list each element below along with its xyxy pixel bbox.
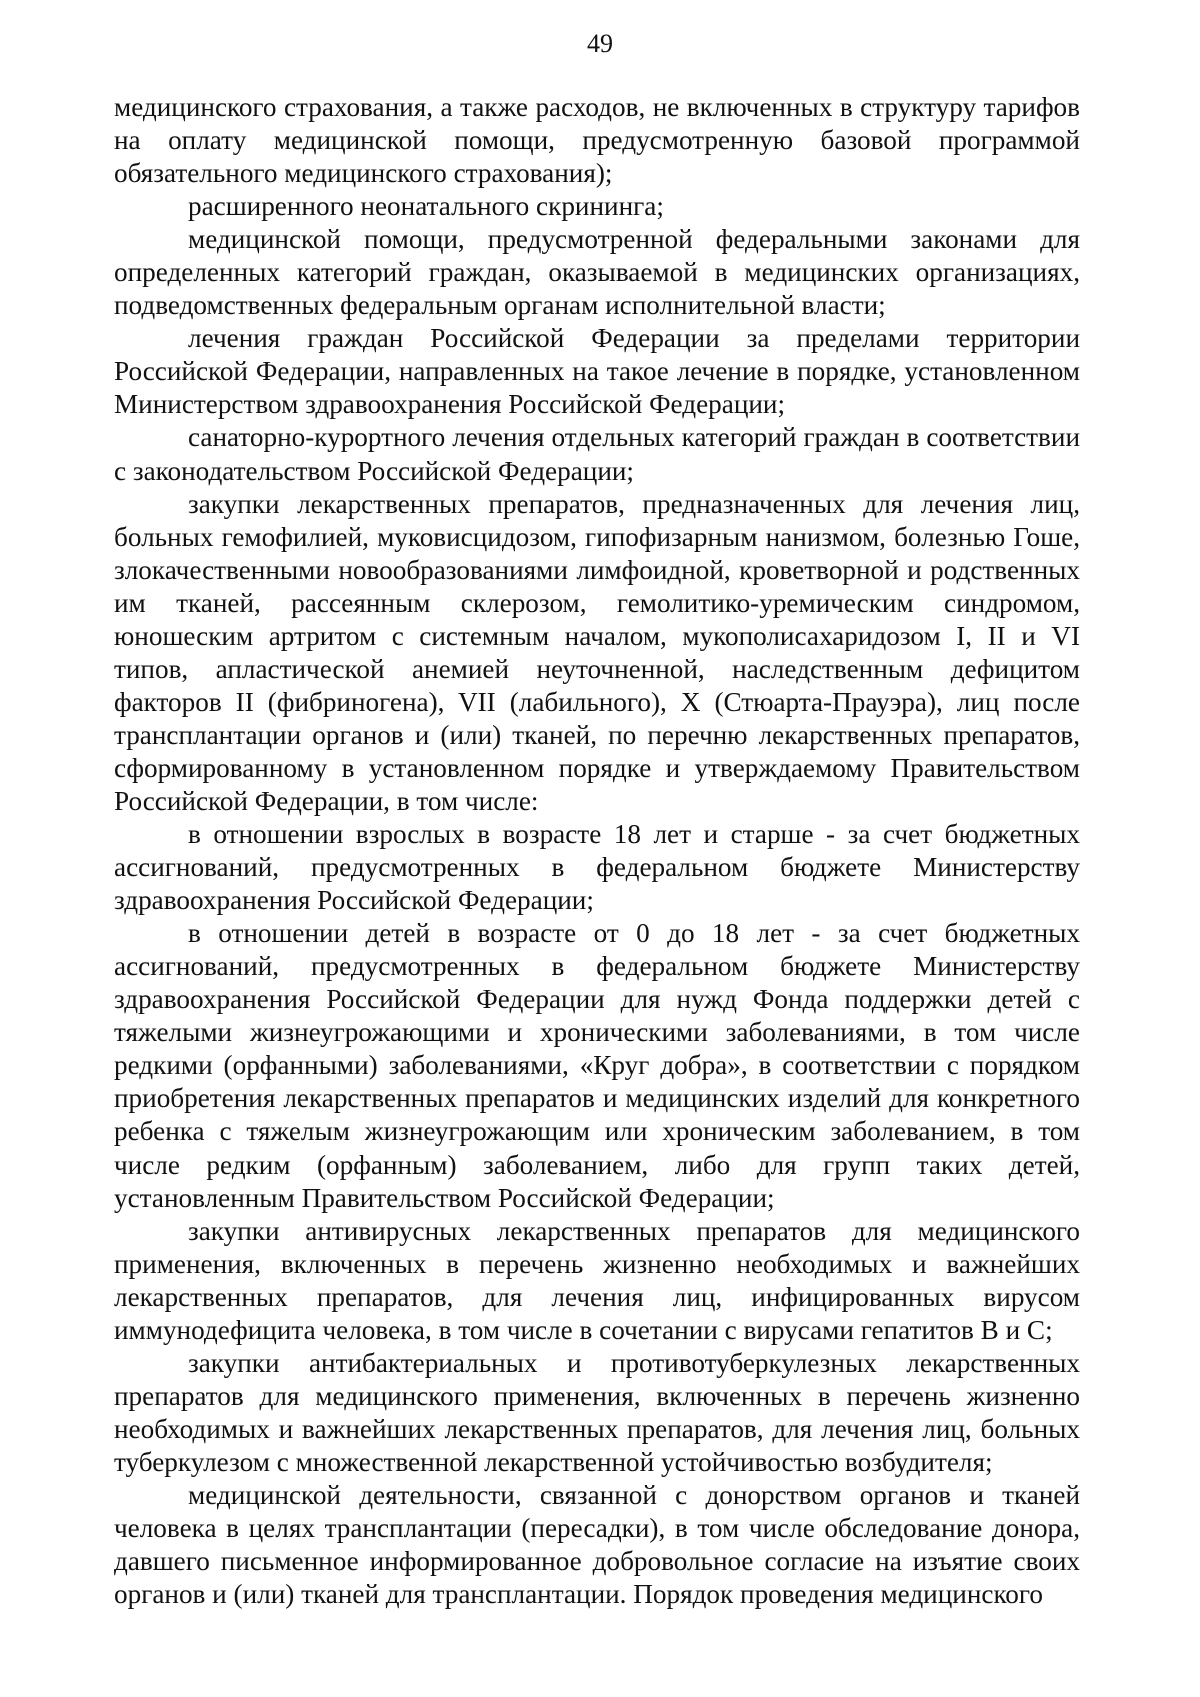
- paragraph-adults: в отношении взрослых в возрасте 18 лет и старше - за счет бюджетных ассигнований, предусмотренных в федеральном бюджете Министерству здравоохранения Российской Федерации;: [114, 819, 1080, 916]
- paragraph-neonatal-screening: расширенного неонатального скрининга;: [188, 191, 664, 222]
- page-number: 49: [587, 29, 613, 58]
- paragraph-sanatorium-treatment: санаторно-курортного лечения отдельных категорий граждан в соответствии с законодательством Российской Федерации;: [114, 422, 1080, 486]
- paragraph-antibacterial-drugs: закупки антибактериальных и противотуберкулезных лекарственных препаратов для медицинского применения, включенных в перечень жизненно необходимых и важнейших лекарственных препаратов, для лечения лиц, больных туберкулезом с множественной лекарственной устойчивостью возбудителя;: [114, 1347, 1080, 1477]
- paragraph-tariff-structure: медицинского страхования, а также расходов, не включенных в структуру тарифов на оплату медицинской помощи, предусмотренную базовой программой обязательного медицинского страхования);: [114, 92, 1080, 189]
- paragraph-federal-medical-care: медицинской помощи, предусмотренной федеральными законами для определенных категорий граждан, оказываемой в медицинских организациях, подведомственных федеральным органам исполнительной власти;: [114, 224, 1080, 321]
- body-text: [114, 91, 1080, 1611]
- paragraph-treatment-abroad: лечения граждан Российской Федерации за пределами территории Российской Федерации, направленных на такое лечение в порядке, установленном Министерством здравоохранения Российской Федерации;: [114, 323, 1080, 420]
- paragraph-drug-purchases: закупки лекарственных препаратов, предназначенных для лечения лиц, больных гемофилией, муковисцидозом, гипофизарным нанизмом, болезнью Гоше, злокачественными новообразованиями лимфоидной, кроветворной и родственных им тканей, рассеянным склерозом, гемолитико-уремическим синдромом, юношеским артритом с системным началом, мукополисахаридозом I, II и VI типов, апластической анемией неуточненной, наследственным дефицитом факторов II (фибриногена), VII (лабильного), X (Стюарта-Прауэра), лиц после трансплантации органов и (или) тканей, по перечню лекарственных препаратов, сформированному в установленном порядке и утверждаемому Правительством Российской Федерации, в том числе:: [114, 488, 1080, 816]
- paragraph-organ-donation: медицинской деятельности, связанной с донорством органов и тканей человека в целях трансплантации (пересадки), в том числе обследование донора, давшего письменное информированное добровольное согласие на изъятие своих органов и (или) тканей для трансплантации. Порядок проведения медицинского: [114, 1479, 1080, 1610]
- paragraph-antiviral-drugs: закупки антивирусных лекарственных препаратов для медицинского применения, включенных в перечень жизненно необходимых и важнейших лекарственных препаратов, для лечения лиц, инфицированных вирусом иммунодефицита человека, в том числе в сочетании с вирусами гепатитов B и C;: [114, 1215, 1080, 1345]
- paragraph-children: в отношении детей в возрасте от 0 до 18 лет - за счет бюджетных ассигнований, предусмотренных в федеральном бюджете Министерству здравоохранения Российской Федерации для нужд Фонда поддержки детей с тяжелыми жизнеугрожающими и хроническими заболеваниями, в том числе редкими (орфанными) заболеваниями, «Круг добра», в соответствии с порядком приобретения лекарственных препаратов и медицинских изделий для конкретного ребенка с тяжелым жизнеугрожающим или хроническим заболеванием, в том числе редким (орфанным) заболеванием, либо для групп таких детей, установленным Правительством Российской Федерации;: [114, 918, 1080, 1213]
